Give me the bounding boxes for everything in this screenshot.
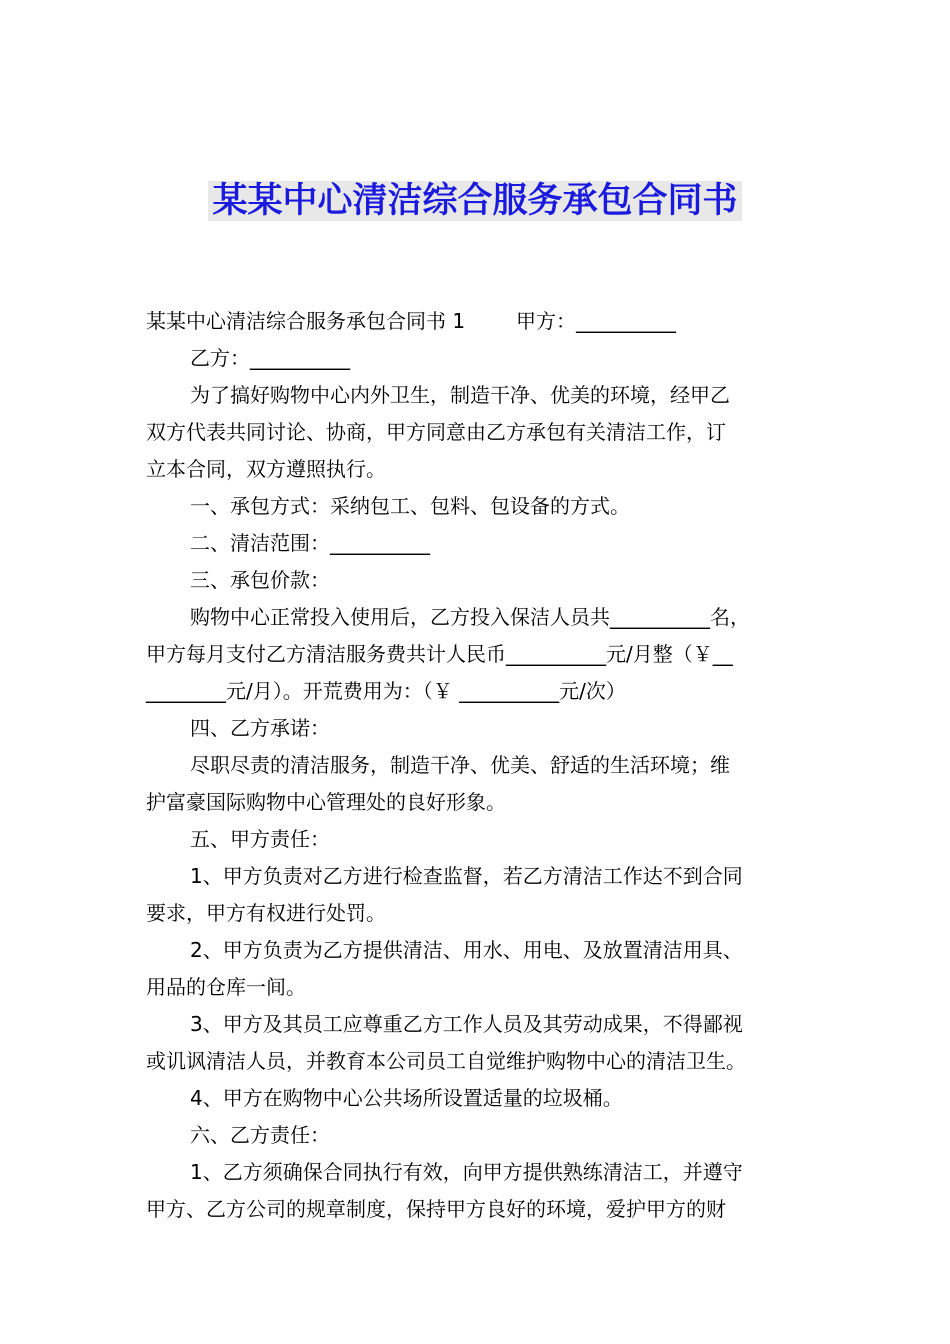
document-line: 五、甲方责任： xyxy=(190,827,330,851)
document-body xyxy=(146,303,814,1228)
document-line: 二、清洁范围：__________ xyxy=(190,531,430,555)
document-line: 购物中心正常投入使用后，乙方投入保洁人员共__________名， xyxy=(190,605,750,629)
document-line: ________元/月）。开荒费用为：（￥ __________元/次） xyxy=(146,679,626,703)
document-line: 用品的仓库一间。 xyxy=(146,975,306,999)
document-line: 4、甲方在购物中心公共场所设置适量的垃圾桶。 xyxy=(190,1086,623,1110)
document-line: 甲方、乙方公司的规章制度，保持甲方良好的环境，爱护甲方的财 xyxy=(146,1197,726,1221)
document-line: 2、甲方负责为乙方提供清洁、用水、用电、及放置清洁用具、 xyxy=(190,938,743,962)
document-line: 1、甲方负责对乙方进行检查监督，若乙方清洁工作达不到合同 xyxy=(190,864,743,888)
document-line: 乙方：__________ xyxy=(190,346,350,370)
document-line: 四、乙方承诺： xyxy=(190,716,330,740)
document-line: 某某中心清洁综合服务承包合同书 1 甲方：__________ xyxy=(146,309,676,333)
document-line: 为了搞好购物中心内外卫生，制造干净、优美的环境，经甲乙 xyxy=(190,383,730,407)
document-line: 六、乙方责任： xyxy=(190,1123,330,1147)
document-title xyxy=(0,176,950,226)
document-line: 或讥讽清洁人员，并教育本公司员工自觉维护购物中心的清洁卫生。 xyxy=(146,1049,746,1073)
document-title-text: 某某中心清洁综合服务承包合同书 xyxy=(208,181,741,221)
document-line: 要求，甲方有权进行处罚。 xyxy=(146,901,386,925)
document-line: 三、承包价款： xyxy=(190,568,330,592)
document-line: 3、甲方及其员工应尊重乙方工作人员及其劳动成果，不得鄙视 xyxy=(190,1012,743,1036)
document-line: 1、乙方须确保合同执行有效，向甲方提供熟练清洁工，并遵守 xyxy=(190,1160,743,1184)
document-line: 一、承包方式：采纳包工、包料、包设备的方式。 xyxy=(190,494,630,518)
document-line: 尽职尽责的清洁服务，制造干净、优美、舒适的生活环境；维 xyxy=(190,753,730,777)
document-line: 甲方每月支付乙方清洁服务费共计人民币__________元/月整（￥__ xyxy=(146,642,733,666)
document-line: 立本合同，双方遵照执行。 xyxy=(146,457,386,481)
document-line: 双方代表共同讨论、协商，甲方同意由乙方承包有关清洁工作，订 xyxy=(146,420,726,444)
document-line: 护富豪国际购物中心管理处的良好形象。 xyxy=(146,790,506,814)
